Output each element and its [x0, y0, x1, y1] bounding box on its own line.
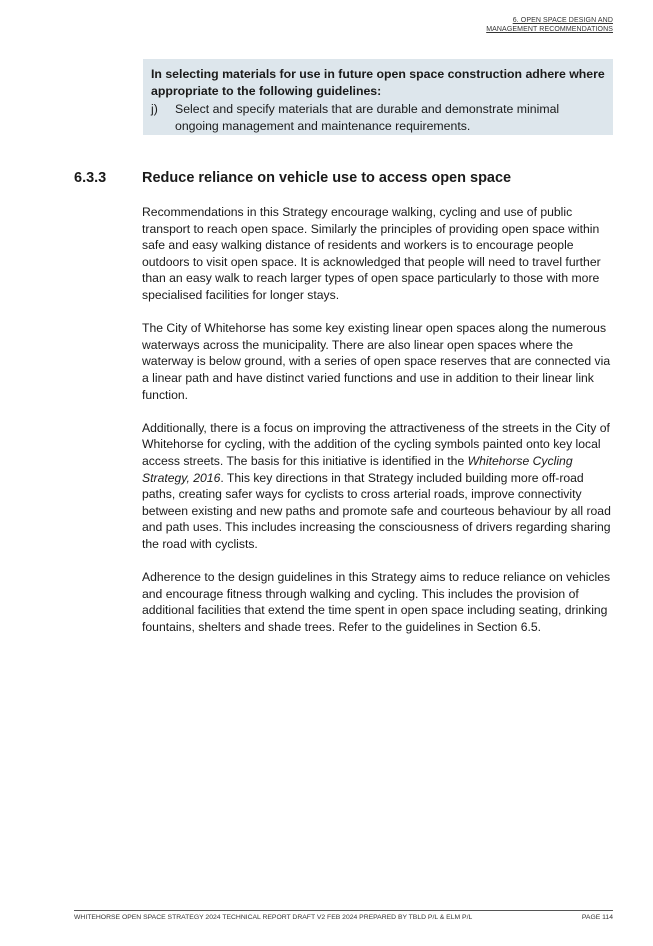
body-text [142, 204, 616, 652]
guideline-item-text: Select and specify materials that are durable and demonstrate minimal ongoing management and maintenance requirements. [175, 102, 560, 133]
cycling-strategy-reference: Whitehorse Cycling Strategy, 2016 [142, 453, 573, 485]
section-title: Reduce reliance on vehicle use to access open space [142, 170, 512, 186]
paragraph-1: Recommendations in this Strategy encourage walking, cycling and use of public transport to reach open space. Similarly the principles of providing open space within safe and easy walking distance of residents and workers is to encourage people outdoors to visit open space. It is acknowledged that people will need to travel further than an easy walk to reach larger types of open space particularly to those with more specialised facilities for longer stays. [142, 205, 601, 302]
guideline-item-marker: j) [151, 102, 158, 116]
page-number: PAGE 114 [581, 914, 613, 921]
header-line-2: MANAGEMENT RECOMMENDATIONS [486, 26, 613, 33]
paragraph-3-text-b: . This key directions in that Strategy included building more off-road paths, creating safer ways for cyclists to cross arterial roads, improve connectivity between existing and new paths and promote safe and courteous behaviour by all road and path uses. This includes increasing the consciousness of drivers regarding sharing the road with cyclists. [142, 470, 611, 551]
guideline-box [143, 59, 613, 135]
guideline-item [151, 101, 605, 135]
paragraph-4: Adherence to the design guidelines in this Strategy aims to reduce reliance on vehicles and encourage fitness through walking and cycling. This includes the provision of additional facilities that extend the time spent in open space including seating, drinking fountains, shelters and shade trees. Refer to the guidelines in Section 6.5. [142, 570, 611, 634]
section-number: 6.3.3 [74, 170, 107, 186]
paragraph-3 [142, 420, 616, 553]
page-footer [74, 914, 613, 921]
paragraph-3-text-a: Additionally, there is a focus on improving the attractiveness of the streets in the City of Whitehorse for cycling, with the addition of the cycling symbols painted onto key local access streets. The basis for this initiative is identified in the [142, 420, 610, 468]
header-line-1: 6. OPEN SPACE DESIGN AND [512, 17, 613, 24]
footer-divider [74, 910, 613, 911]
guideline-box-title: In selecting materials for use in future open space construction adhere where appropriate to the following guidelines: [151, 67, 605, 98]
running-header [486, 16, 613, 34]
footer-document-info: WHITEHORSE OPEN SPACE STRATEGY 2024 TECHNICAL REPORT DRAFT V2 FEB 2024 PREPARED BY TBLD P/L & ELM P/L [74, 914, 473, 921]
paragraph-2: The City of Whitehorse has some key existing linear open spaces along the numerous waterways across the municipality. There are also linear open spaces where the waterway is below ground, with a series of open space reserves that are connected via a linear path and have distinct varied functions and use in addition to their linear link function. [142, 321, 611, 402]
section-heading [74, 168, 614, 188]
